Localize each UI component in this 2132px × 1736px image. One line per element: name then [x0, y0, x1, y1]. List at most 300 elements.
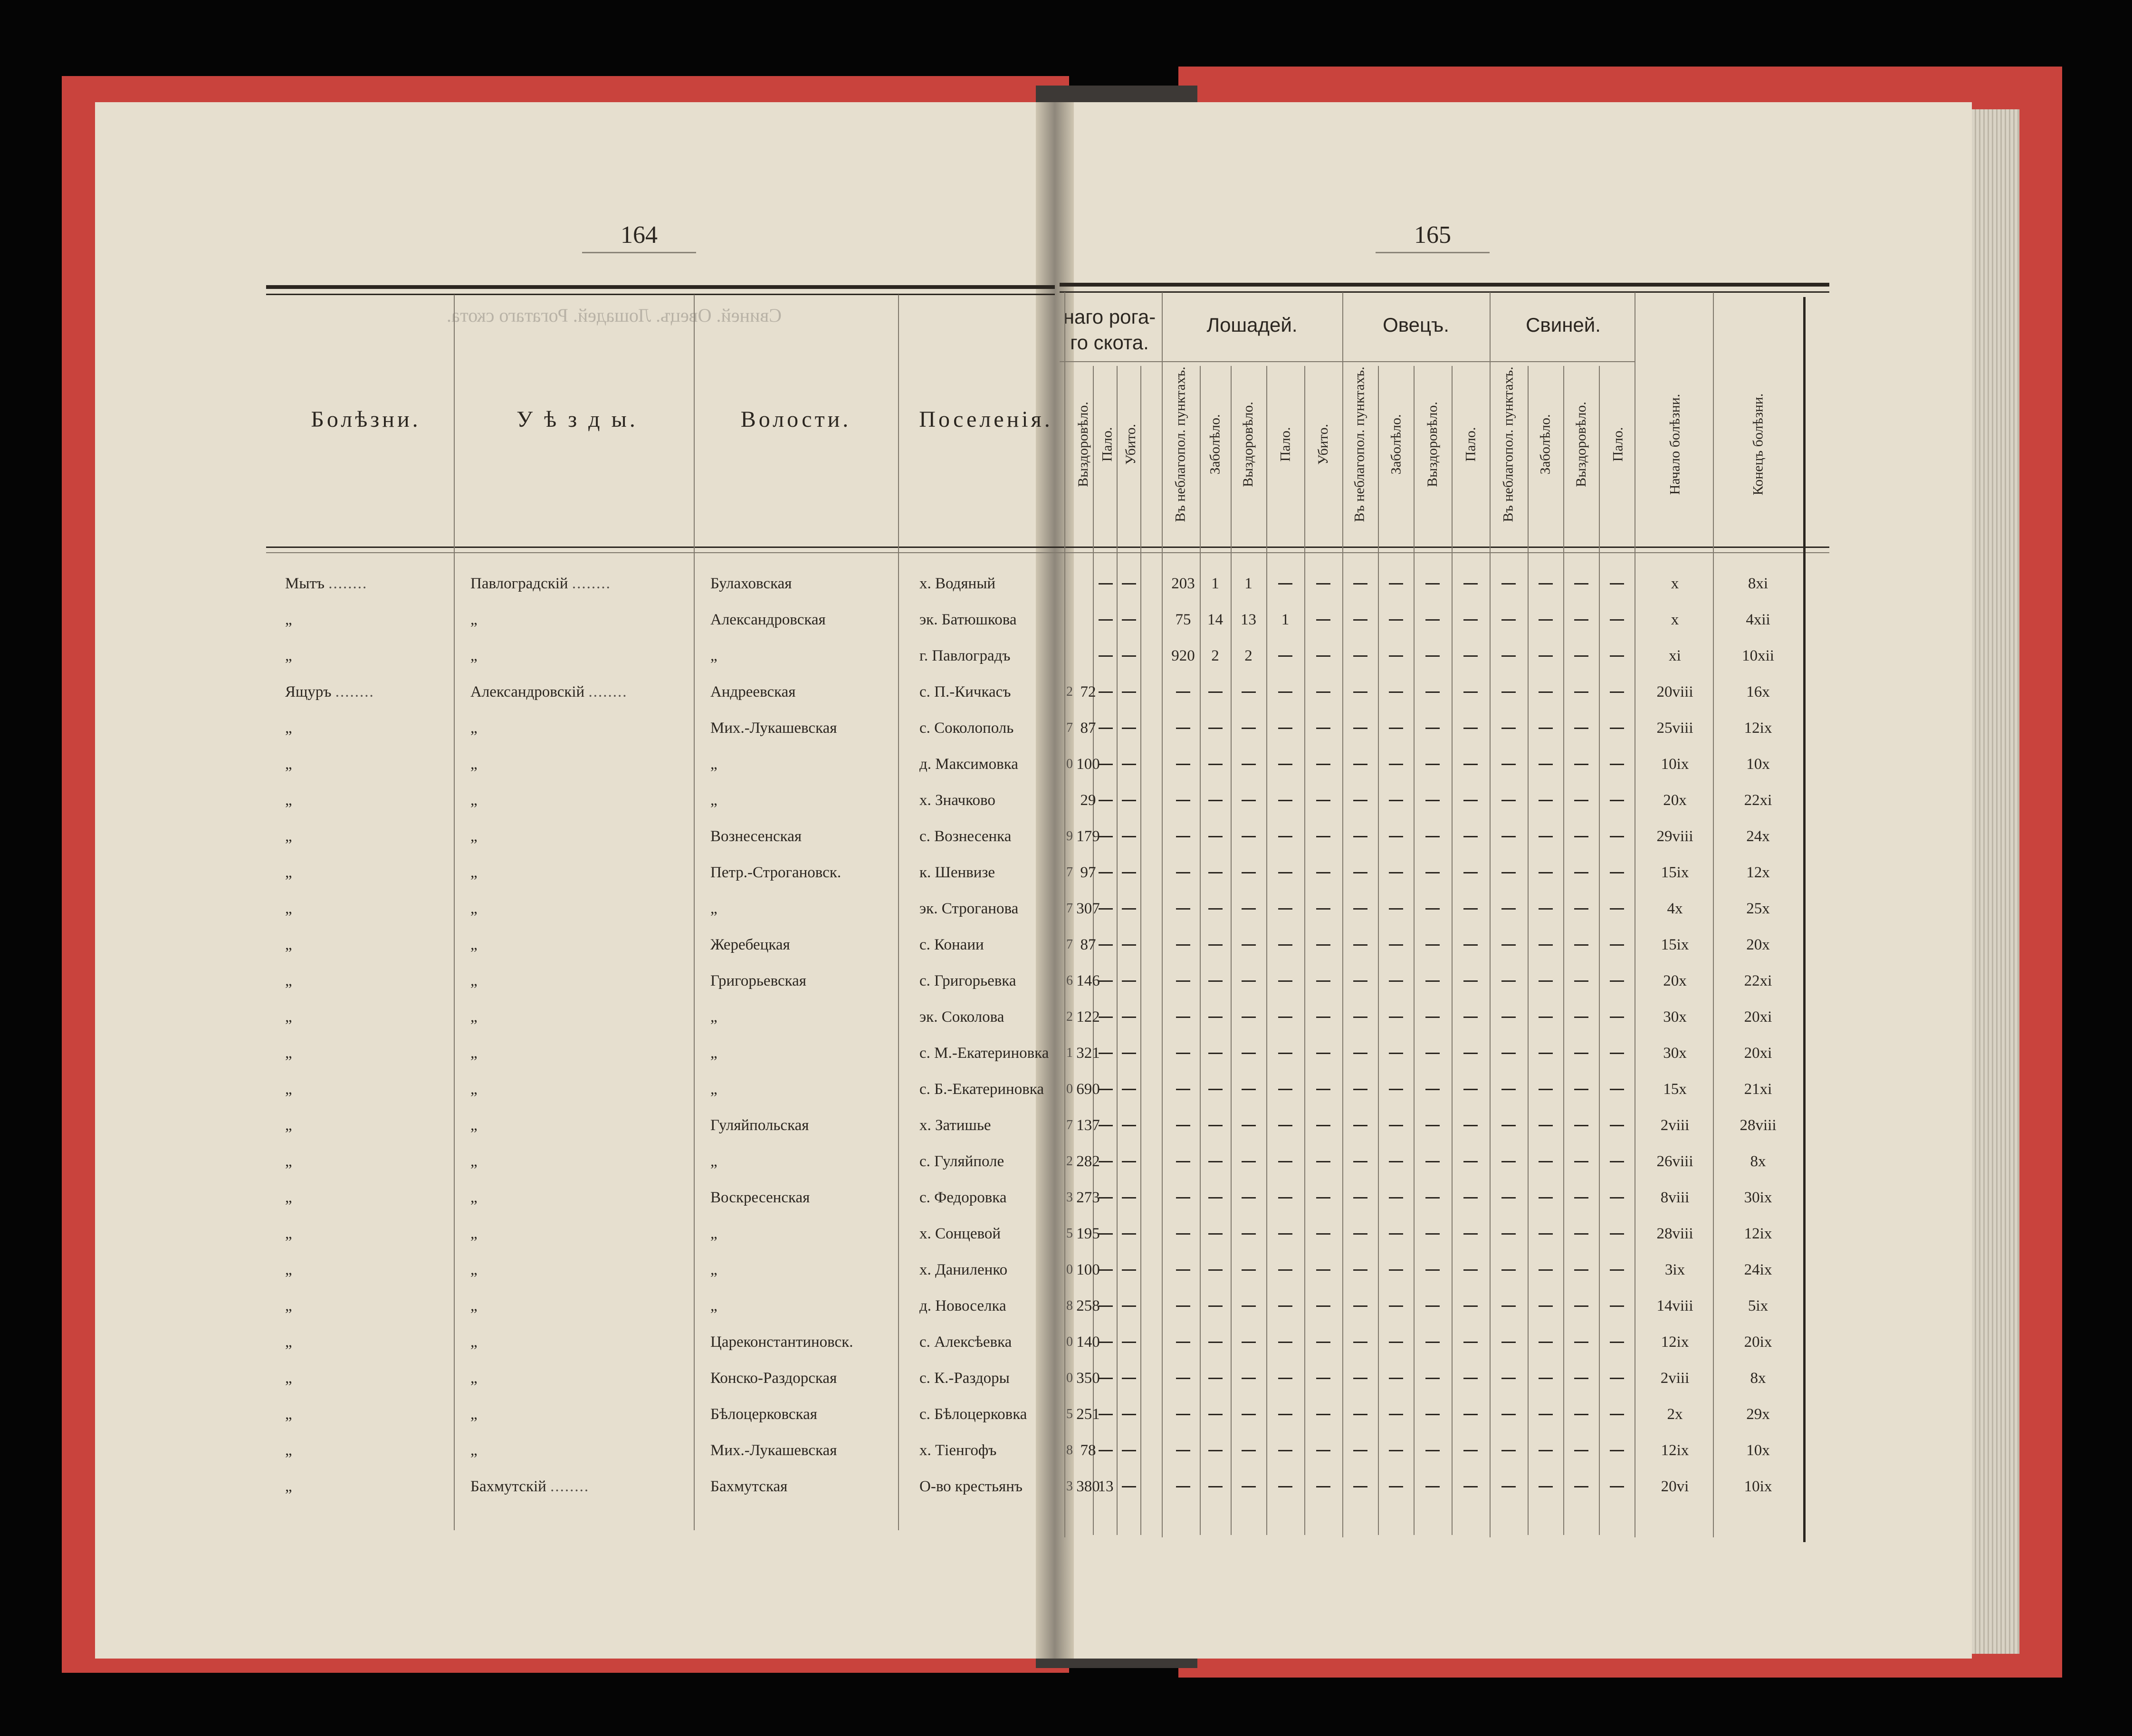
empty-cell-dash: [1242, 1269, 1256, 1271]
cell-horses-sick: 1: [1211, 575, 1219, 592]
empty-cell-dash: [1574, 1125, 1588, 1126]
empty-cell-dash: [1316, 691, 1330, 693]
cell-cattle-recovered: 72: [1080, 683, 1096, 700]
cell-disease: „: [285, 1297, 292, 1314]
empty-cell-dash: [1501, 872, 1516, 873]
cell-end: 10ix: [1744, 1478, 1772, 1495]
cell-horses-points: 203: [1171, 575, 1195, 592]
empty-cell-dash: [1278, 836, 1292, 837]
empty-cell-dash: [1122, 1486, 1136, 1487]
empty-cell-dash: [1501, 764, 1516, 765]
empty-cell-dash: [1278, 1089, 1292, 1090]
cell-end: 12ix: [1744, 1225, 1772, 1242]
empty-cell-dash: [1208, 1053, 1223, 1054]
cell-start: 12ix: [1661, 1333, 1689, 1351]
empty-cell-dash: [1278, 1197, 1292, 1199]
empty-cell-dash: [1389, 619, 1403, 621]
empty-cell-dash: [1099, 1197, 1113, 1199]
empty-cell-dash: [1122, 728, 1136, 729]
empty-cell-dash: [1539, 908, 1553, 910]
cell-volost: „: [710, 1261, 717, 1278]
empty-cell-dash: [1278, 764, 1292, 765]
empty-cell-dash: [1122, 908, 1136, 910]
col-header-cattle-died: Пало.: [1099, 427, 1115, 462]
empty-cell-dash: [1316, 655, 1330, 657]
empty-cell-dash: [1099, 1414, 1113, 1415]
empty-cell-dash: [1389, 1450, 1403, 1451]
cell-cattle-recovered: 690: [1076, 1081, 1100, 1098]
empty-cell-dash: [1242, 1089, 1256, 1090]
empty-cell-dash: [1425, 1450, 1440, 1451]
cell-volost: „: [710, 1008, 717, 1026]
cell-disease: „: [285, 1406, 292, 1423]
empty-cell-dash: [1610, 1269, 1624, 1271]
empty-cell-dash: [1610, 764, 1624, 765]
cell-cattle-recovered: 350: [1076, 1370, 1100, 1387]
empty-cell-dash: [1501, 691, 1516, 693]
cell-horses-recovered: 1: [1244, 575, 1252, 592]
empty-cell-dash: [1242, 800, 1256, 801]
cell-start: 30x: [1663, 1045, 1687, 1062]
empty-cell-dash: [1539, 583, 1553, 585]
empty-cell-dash: [1389, 1053, 1403, 1054]
column-divider: [1140, 366, 1141, 1535]
cell-settlement: с. Бѣлоцерковка: [919, 1406, 1027, 1423]
empty-cell-dash: [1389, 1486, 1403, 1487]
empty-cell-dash: [1176, 1378, 1190, 1379]
cell-volost: Андреевская: [710, 683, 796, 700]
cell-cattle-sick-edge: 7: [1066, 865, 1073, 880]
empty-cell-dash: [1099, 1450, 1113, 1451]
cell-cattle-sick-edge: [1066, 782, 1075, 818]
cell-end: 22xi: [1744, 972, 1772, 989]
cell-district: „: [470, 1117, 478, 1134]
cell-horses-sick: 2: [1211, 647, 1219, 664]
empty-cell-dash: [1425, 1161, 1440, 1162]
empty-cell-dash: [1539, 1305, 1553, 1307]
cell-cattle-sick-edge: 3: [1066, 1190, 1073, 1205]
group-header-pigs: Свиней.: [1526, 314, 1601, 336]
cell-cattle-sick-edge: 7: [1066, 720, 1073, 735]
empty-cell-dash: [1539, 1053, 1553, 1054]
cell-end: 20xi: [1744, 1045, 1772, 1062]
empty-cell-dash: [1574, 944, 1588, 946]
empty-cell-dash: [1242, 728, 1256, 729]
empty-cell-dash: [1176, 908, 1190, 910]
cell-disease: „: [285, 647, 292, 664]
empty-cell-dash: [1610, 1125, 1624, 1126]
empty-cell-dash: [1122, 1269, 1136, 1271]
empty-cell-dash: [1353, 1161, 1367, 1162]
cell-start: 29viii: [1656, 828, 1693, 845]
col-header-start: Начало болѣзни.: [1667, 393, 1683, 495]
empty-cell-dash: [1574, 836, 1588, 837]
cell-district: „: [470, 1370, 478, 1387]
empty-cell-dash: [1316, 1414, 1330, 1415]
empty-cell-dash: [1463, 1197, 1478, 1199]
empty-cell-dash: [1316, 1125, 1330, 1126]
empty-cell-dash: [1539, 872, 1553, 873]
empty-cell-dash: [1501, 1378, 1516, 1379]
empty-cell-dash: [1463, 1053, 1478, 1054]
cell-settlement: х. Даниленко: [919, 1261, 1008, 1278]
cell-disease: „: [285, 1370, 292, 1387]
cell-settlement: к. Шенвизе: [919, 864, 995, 881]
empty-cell-dash: [1610, 836, 1624, 837]
empty-cell-dash: [1463, 836, 1478, 837]
group-header-cattle: наго рога- го скота.: [1063, 306, 1156, 354]
empty-cell-dash: [1242, 836, 1256, 837]
cell-start: 2viii: [1660, 1117, 1690, 1134]
cell-district: „: [470, 1225, 478, 1242]
empty-cell-dash: [1353, 1486, 1367, 1487]
empty-cell-dash: [1176, 1342, 1190, 1343]
empty-cell-dash: [1425, 1378, 1440, 1379]
empty-cell-dash: [1353, 1233, 1367, 1235]
cell-district: „: [470, 864, 478, 881]
empty-cell-dash: [1501, 1414, 1516, 1415]
cell-cattle-recovered: 282: [1076, 1153, 1100, 1170]
empty-cell-dash: [1610, 1414, 1624, 1415]
empty-cell-dash: [1610, 800, 1624, 801]
empty-cell-dash: [1316, 1342, 1330, 1343]
empty-cell-dash: [1501, 1342, 1516, 1343]
cell-volost: Жеребецкая: [710, 936, 790, 953]
empty-cell-dash: [1176, 1269, 1190, 1271]
empty-cell-dash: [1099, 872, 1113, 873]
empty-cell-dash: [1610, 1305, 1624, 1307]
empty-cell-dash: [1501, 1161, 1516, 1162]
empty-cell-dash: [1176, 800, 1190, 801]
cell-cattle-sick-edge: [1066, 638, 1075, 674]
cell-end: 28viii: [1740, 1117, 1777, 1134]
cell-end: 29x: [1746, 1406, 1770, 1423]
empty-cell-dash: [1099, 980, 1113, 982]
empty-cell-dash: [1278, 944, 1292, 946]
empty-cell-dash: [1574, 908, 1588, 910]
empty-cell-dash: [1122, 583, 1136, 585]
header-bottom-rule-2: [266, 552, 1829, 553]
empty-cell-dash: [1610, 1197, 1624, 1199]
empty-cell-dash: [1278, 872, 1292, 873]
cell-cattle-sick-edge: 2: [1066, 1009, 1073, 1024]
cell-cattle-sick-edge: 0: [1066, 1334, 1073, 1349]
cell-cattle-sick-edge: 0: [1066, 1262, 1073, 1277]
empty-cell-dash: [1316, 800, 1330, 801]
empty-cell-dash: [1463, 1233, 1478, 1235]
empty-cell-dash: [1501, 944, 1516, 946]
empty-cell-dash: [1389, 800, 1403, 801]
empty-cell-dash: [1353, 1378, 1367, 1379]
empty-cell-dash: [1574, 1342, 1588, 1343]
cell-disease: „: [285, 1081, 292, 1098]
empty-cell-dash: [1316, 944, 1330, 946]
cell-cattle-sick-edge: 2: [1066, 684, 1073, 699]
cell-district: „: [470, 1333, 478, 1351]
empty-cell-dash: [1425, 1233, 1440, 1235]
column-divider: [1162, 292, 1163, 1537]
empty-cell-dash: [1539, 944, 1553, 946]
page-number-right: 165: [1376, 221, 1490, 253]
empty-cell-dash: [1122, 1161, 1136, 1162]
cell-volost: Бахмутская: [710, 1478, 788, 1495]
col-header-horses-sick: Заболѣло.: [1207, 414, 1223, 475]
empty-cell-dash: [1099, 1017, 1113, 1018]
empty-cell-dash: [1574, 1450, 1588, 1451]
cell-end: 20x: [1746, 936, 1770, 953]
empty-cell-dash: [1316, 980, 1330, 982]
empty-cell-dash: [1242, 1450, 1256, 1451]
empty-cell-dash: [1208, 728, 1223, 729]
empty-cell-dash: [1099, 691, 1113, 693]
empty-cell-dash: [1242, 1486, 1256, 1487]
cell-cattle-recovered: 273: [1076, 1189, 1100, 1206]
empty-cell-dash: [1389, 691, 1403, 693]
cell-district: „: [470, 828, 478, 845]
empty-cell-dash: [1574, 800, 1588, 801]
cell-cattle-recovered: 258: [1076, 1297, 1100, 1314]
empty-cell-dash: [1501, 836, 1516, 837]
cell-cattle-sick-edge: 1: [1066, 1045, 1073, 1060]
cell-disease: „: [285, 1153, 292, 1170]
empty-cell-dash: [1610, 1342, 1624, 1343]
empty-cell-dash: [1208, 944, 1223, 946]
empty-cell-dash: [1316, 764, 1330, 765]
empty-cell-dash: [1176, 1089, 1190, 1090]
column-divider: [454, 295, 455, 1530]
empty-cell-dash: [1463, 583, 1478, 585]
empty-cell-dash: [1278, 1486, 1292, 1487]
empty-cell-dash: [1425, 836, 1440, 837]
empty-cell-dash: [1425, 944, 1440, 946]
empty-cell-dash: [1539, 1378, 1553, 1379]
empty-cell-dash: [1099, 1305, 1113, 1307]
cell-settlement: с. К.-Раздоры: [919, 1370, 1010, 1387]
header-settlement: Поселенія.: [919, 407, 1053, 432]
empty-cell-dash: [1389, 908, 1403, 910]
cell-disease: „: [285, 900, 292, 917]
cell-horses-recovered: 2: [1244, 647, 1252, 664]
empty-cell-dash: [1501, 728, 1516, 729]
empty-cell-dash: [1122, 1233, 1136, 1235]
empty-cell-dash: [1425, 908, 1440, 910]
column-divider: [1599, 366, 1600, 1535]
cell-volost: „: [710, 1225, 717, 1242]
cell-volost: „: [710, 1297, 717, 1314]
empty-cell-dash: [1389, 872, 1403, 873]
empty-cell-dash: [1099, 908, 1113, 910]
empty-cell-dash: [1122, 764, 1136, 765]
empty-cell-dash: [1425, 764, 1440, 765]
cell-start: 15ix: [1661, 936, 1689, 953]
empty-cell-dash: [1539, 1414, 1553, 1415]
empty-cell-dash: [1242, 944, 1256, 946]
cell-cattle-sick-edge: [1066, 602, 1075, 638]
cell-start: 26viii: [1656, 1153, 1693, 1170]
empty-cell-dash: [1463, 1486, 1478, 1487]
empty-cell-dash: [1389, 836, 1403, 837]
header-rule-left-thin: [266, 294, 1055, 295]
empty-cell-dash: [1099, 764, 1113, 765]
empty-cell-dash: [1389, 1342, 1403, 1343]
empty-cell-dash: [1353, 583, 1367, 585]
cell-disease: „: [285, 611, 292, 628]
empty-cell-dash: [1574, 619, 1588, 621]
bleed-through-text: Свиней. Овецъ. Лошадей. Рогатаго скота.: [447, 305, 782, 326]
cell-start: 4x: [1667, 900, 1683, 917]
empty-cell-dash: [1610, 980, 1624, 982]
empty-cell-dash: [1501, 583, 1516, 585]
cell-horses-points: 920: [1171, 647, 1195, 664]
cell-volost: Александровская: [710, 611, 826, 628]
cell-disease: „: [285, 972, 292, 989]
empty-cell-dash: [1278, 655, 1292, 657]
cell-end: 30ix: [1744, 1189, 1772, 1206]
empty-cell-dash: [1463, 1342, 1478, 1343]
empty-cell-dash: [1176, 1197, 1190, 1199]
cell-district: Александровскій ........: [470, 683, 628, 700]
cell-start: 20x: [1663, 792, 1687, 809]
empty-cell-dash: [1278, 583, 1292, 585]
header-district: У ѣ з д ы.: [516, 407, 638, 432]
empty-cell-dash: [1425, 800, 1440, 801]
header-rule-right-thin: [1060, 291, 1829, 293]
cell-start: 20viii: [1656, 683, 1693, 700]
cell-volost: Петр.-Строгановск.: [710, 864, 841, 881]
empty-cell-dash: [1122, 836, 1136, 837]
col-header-horses-points: Въ неблагопол. пунктахъ.: [1173, 366, 1188, 522]
empty-cell-dash: [1610, 944, 1624, 946]
empty-cell-dash: [1353, 655, 1367, 657]
empty-cell-dash: [1122, 619, 1136, 621]
empty-cell-dash: [1176, 944, 1190, 946]
empty-cell-dash: [1574, 1161, 1588, 1162]
empty-cell-dash: [1242, 908, 1256, 910]
empty-cell-dash: [1574, 1089, 1588, 1090]
cell-settlement: О-во крестьянъ: [919, 1478, 1023, 1495]
empty-cell-dash: [1316, 1017, 1330, 1018]
empty-cell-dash: [1501, 1089, 1516, 1090]
empty-cell-dash: [1574, 1414, 1588, 1415]
column-divider: [1414, 366, 1415, 1535]
empty-cell-dash: [1208, 1269, 1223, 1271]
empty-cell-dash: [1574, 691, 1588, 693]
cell-settlement: г. Павлоградъ: [919, 647, 1011, 664]
empty-cell-dash: [1122, 655, 1136, 657]
empty-cell-dash: [1539, 1161, 1553, 1162]
column-divider: [898, 295, 899, 1530]
empty-cell-dash: [1389, 728, 1403, 729]
empty-cell-dash: [1099, 800, 1113, 801]
empty-cell-dash: [1574, 655, 1588, 657]
cell-start: 12ix: [1661, 1442, 1689, 1459]
empty-cell-dash: [1463, 764, 1478, 765]
cell-cattle-sick-edge: 8: [1066, 1298, 1073, 1313]
empty-cell-dash: [1501, 1125, 1516, 1126]
cell-district: „: [470, 1045, 478, 1062]
cell-disease: „: [285, 1478, 292, 1495]
cell-end: 20xi: [1744, 1008, 1772, 1026]
cell-disease: „: [285, 1117, 292, 1134]
empty-cell-dash: [1278, 1378, 1292, 1379]
empty-cell-dash: [1099, 1161, 1113, 1162]
cell-disease: „: [285, 828, 292, 845]
cell-disease: Мытъ ........: [285, 575, 368, 592]
cell-settlement: х. Затишье: [919, 1117, 991, 1134]
col-header-pigs-recovered: Выздоровѣло.: [1573, 402, 1589, 487]
empty-cell-dash: [1353, 1414, 1367, 1415]
cell-volost: „: [710, 792, 717, 809]
empty-cell-dash: [1539, 1269, 1553, 1271]
empty-cell-dash: [1539, 1017, 1553, 1018]
cell-cattle-recovered: 87: [1080, 719, 1096, 737]
empty-cell-dash: [1539, 728, 1553, 729]
cell-disease: „: [285, 1008, 292, 1026]
empty-cell-dash: [1463, 1414, 1478, 1415]
cell-start: 2x: [1667, 1406, 1683, 1423]
empty-cell-dash: [1501, 980, 1516, 982]
empty-cell-dash: [1316, 836, 1330, 837]
empty-cell-dash: [1501, 1197, 1516, 1199]
cell-cattle-sick-edge: 7: [1066, 1118, 1073, 1132]
empty-cell-dash: [1389, 764, 1403, 765]
empty-cell-dash: [1610, 872, 1624, 873]
cell-horses-died: 1: [1281, 611, 1290, 628]
empty-cell-dash: [1316, 1378, 1330, 1379]
empty-cell-dash: [1501, 1233, 1516, 1235]
cell-cattle-sick-edge: 0: [1066, 757, 1073, 771]
empty-cell-dash: [1316, 1197, 1330, 1199]
cell-volost: „: [710, 1153, 717, 1170]
empty-cell-dash: [1574, 1197, 1588, 1199]
cell-volost: „: [710, 1081, 717, 1098]
empty-cell-dash: [1425, 1269, 1440, 1271]
empty-cell-dash: [1176, 872, 1190, 873]
empty-cell-dash: [1463, 1161, 1478, 1162]
empty-cell-dash: [1353, 691, 1367, 693]
empty-cell-dash: [1539, 1342, 1553, 1343]
cell-end: 20ix: [1744, 1333, 1772, 1351]
cell-district: „: [470, 647, 478, 664]
cell-district: „: [470, 936, 478, 953]
cell-end: 22xi: [1744, 792, 1772, 809]
empty-cell-dash: [1176, 691, 1190, 693]
column-divider: [1563, 366, 1564, 1535]
col-header-cattle-recovered: Выздоровѣло.: [1075, 402, 1091, 487]
cell-start: 20vi: [1661, 1478, 1689, 1495]
empty-cell-dash: [1122, 1342, 1136, 1343]
cell-disease: „: [285, 864, 292, 881]
empty-cell-dash: [1176, 1486, 1190, 1487]
empty-cell-dash: [1242, 764, 1256, 765]
cell-cattle-recovered: 100: [1076, 1261, 1100, 1278]
cell-settlement: с. П.-Кичкасъ: [919, 683, 1011, 700]
cell-volost: „: [710, 900, 717, 917]
empty-cell-dash: [1539, 1089, 1553, 1090]
empty-cell-dash: [1122, 1125, 1136, 1126]
empty-cell-dash: [1208, 872, 1223, 873]
empty-cell-dash: [1610, 583, 1624, 585]
empty-cell-dash: [1278, 1305, 1292, 1307]
cell-end: 8x: [1750, 1370, 1766, 1387]
cell-cattle-sick-edge: 5: [1066, 1226, 1073, 1241]
empty-cell-dash: [1122, 1450, 1136, 1451]
empty-cell-dash: [1176, 1233, 1190, 1235]
cell-cattle-sick-edge: 0: [1066, 1082, 1073, 1096]
empty-cell-dash: [1208, 1197, 1223, 1199]
cell-district: „: [470, 1442, 478, 1459]
empty-cell-dash: [1425, 1089, 1440, 1090]
